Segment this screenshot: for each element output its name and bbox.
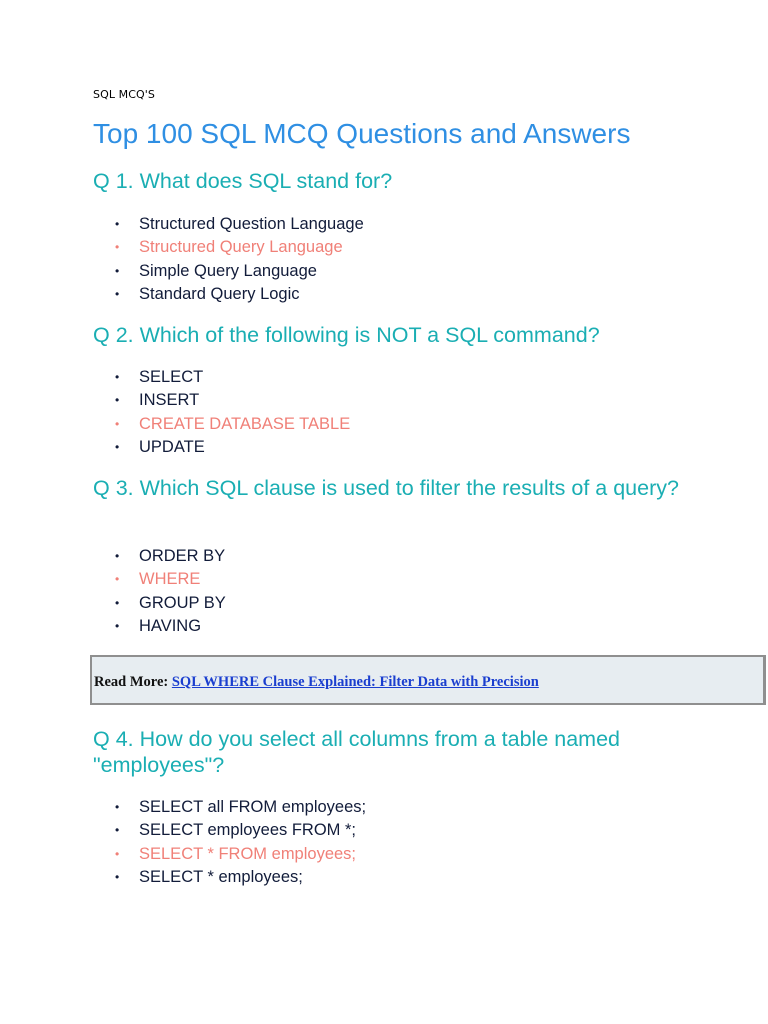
question-3-option-1 bbox=[93, 545, 226, 568]
bullet-icon: • bbox=[115, 619, 120, 634]
option-text: Simple Query Language bbox=[139, 261, 317, 280]
question-2-option-2 bbox=[93, 389, 350, 412]
question-2-heading: Q 2. Which of the following is NOT a SQL command? bbox=[93, 323, 600, 347]
question-2-option-4 bbox=[93, 436, 350, 459]
option-text: WHERE bbox=[139, 570, 201, 589]
bullet-icon: • bbox=[115, 870, 120, 885]
option-text: CREATE DATABASE TABLE bbox=[139, 414, 351, 433]
question-1-options bbox=[93, 213, 364, 307]
read-more-link[interactable]: SQL WHERE Clause Explained: Filter Data with Precision bbox=[171, 674, 539, 690]
option-text: UPDATE bbox=[139, 438, 205, 457]
bullet-icon: • bbox=[115, 549, 120, 563]
option-text: SELECT employees FROM *; bbox=[139, 821, 357, 840]
bullet-icon: • bbox=[115, 393, 120, 408]
question-1-option-2-correct bbox=[93, 236, 364, 259]
option-text: SELECT * FROM employees; bbox=[139, 844, 357, 863]
bullet-icon: • bbox=[115, 263, 120, 278]
bullet-icon: • bbox=[115, 240, 120, 255]
option-text: ORDER BY bbox=[139, 547, 226, 565]
bullet-icon: • bbox=[115, 287, 120, 302]
option-text: Standard Query Logic bbox=[139, 285, 300, 304]
question-3-option-3 bbox=[93, 592, 226, 615]
question-1-option-4 bbox=[93, 283, 364, 306]
question-4-option-4 bbox=[93, 866, 366, 889]
question-1-option-1 bbox=[93, 213, 364, 236]
option-text: INSERT bbox=[139, 391, 200, 410]
option-text: Structured Query Language bbox=[139, 238, 343, 257]
question-3-option-2-correct bbox=[93, 568, 226, 591]
bullet-icon: • bbox=[115, 595, 120, 610]
bullet-icon: • bbox=[115, 800, 120, 814]
question-1-option-3 bbox=[93, 260, 364, 283]
bullet-icon: • bbox=[115, 370, 120, 384]
bullet-icon: • bbox=[115, 440, 120, 455]
option-text: HAVING bbox=[139, 617, 202, 636]
option-text: SELECT * employees; bbox=[139, 868, 303, 887]
page-title: Top 100 SQL MCQ Questions and Answers bbox=[93, 118, 631, 149]
read-more-label: Read More: bbox=[94, 674, 169, 690]
question-1-heading: Q 1. What does SQL stand for? bbox=[93, 169, 393, 193]
option-text: Structured Question Language bbox=[139, 215, 364, 233]
question-2-option-3-correct bbox=[93, 413, 350, 436]
question-3-heading: Q 3. Which SQL clause is used to filter the results of a query? bbox=[93, 476, 679, 500]
page-header: SQL MCQ'S bbox=[93, 88, 156, 101]
bullet-icon: • bbox=[115, 823, 120, 838]
bullet-icon: • bbox=[115, 416, 120, 431]
read-more-box bbox=[90, 655, 766, 705]
question-3-options bbox=[93, 545, 226, 639]
option-text: SELECT all FROM employees; bbox=[139, 798, 367, 816]
question-2-option-1 bbox=[93, 366, 350, 389]
question-4-heading: Q 4. How do you select all columns from a table named "employees"? bbox=[93, 727, 621, 777]
question-4-option-2 bbox=[93, 819, 366, 842]
question-4-option-1 bbox=[93, 796, 366, 819]
question-2-options bbox=[93, 366, 350, 460]
option-text: SELECT bbox=[139, 368, 204, 386]
bullet-icon: • bbox=[115, 846, 120, 861]
bullet-icon: • bbox=[115, 572, 120, 587]
question-3-option-4 bbox=[93, 615, 226, 638]
option-text: GROUP BY bbox=[139, 593, 226, 612]
question-4-option-3-correct bbox=[93, 843, 366, 866]
question-4-options bbox=[93, 796, 366, 890]
bullet-icon: • bbox=[115, 217, 120, 231]
